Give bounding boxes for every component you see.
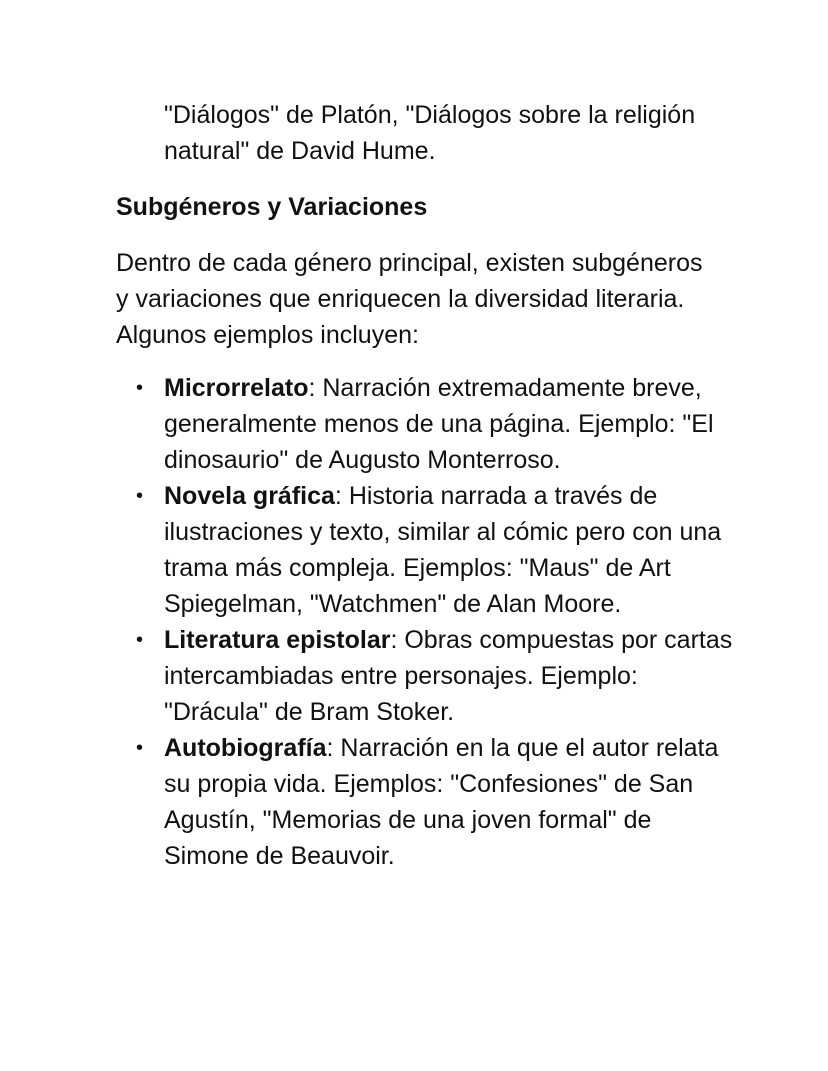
bullet-icon: • bbox=[136, 377, 144, 399]
continuation-paragraph: "Diálogos" de Platón, "Diálogos sobre la religión natural" de David Hume. bbox=[164, 101, 696, 165]
list-item-term: Novela gráfica bbox=[164, 482, 335, 510]
list-item-term: Literatura epistolar bbox=[164, 626, 391, 654]
list-item-literatura-epistolar bbox=[116, 622, 736, 730]
list-item-description: : Narración en la que el autor relata su propia vida. Ejemplos: "Confesiones" de San Agustín, "Memorias de una joven formal" de Simone de Beauvoir. bbox=[164, 734, 719, 870]
list-item-term: Autobiografía bbox=[164, 734, 327, 762]
list-item-novela-grafica bbox=[116, 478, 736, 622]
bullet-icon: • bbox=[136, 485, 144, 507]
list-item-microrrelato bbox=[116, 370, 736, 478]
bullet-icon: • bbox=[136, 629, 144, 651]
list-item-description: : Narración extremadamente breve, generalmente menos de una página. Ejemplo: "El dinosaurio" de Augusto Monterroso. bbox=[164, 374, 714, 474]
subgenre-list bbox=[116, 370, 736, 874]
intro-paragraph: Dentro de cada género principal, existen subgéneros y variaciones que enriquecen la diversidad literaria. Algunos ejemplos incluyen: bbox=[116, 249, 703, 349]
list-item-autobiografia bbox=[116, 730, 736, 874]
bullet-icon: • bbox=[136, 737, 144, 759]
list-item-term: Microrrelato bbox=[164, 374, 309, 402]
list-item-description: : Obras compuestas por cartas intercambiadas entre personajes. Ejemplo: "Drácula" de Bram Stoker. bbox=[164, 626, 733, 726]
list-item-description: : Historia narrada a través de ilustraciones y texto, similar al cómic pero con una trama más compleja. Ejemplos: "Maus" de Art Spiegelman, "Watchmen" de Alan Moore. bbox=[164, 482, 722, 618]
section-heading: Subgéneros y Variaciones bbox=[116, 193, 428, 221]
